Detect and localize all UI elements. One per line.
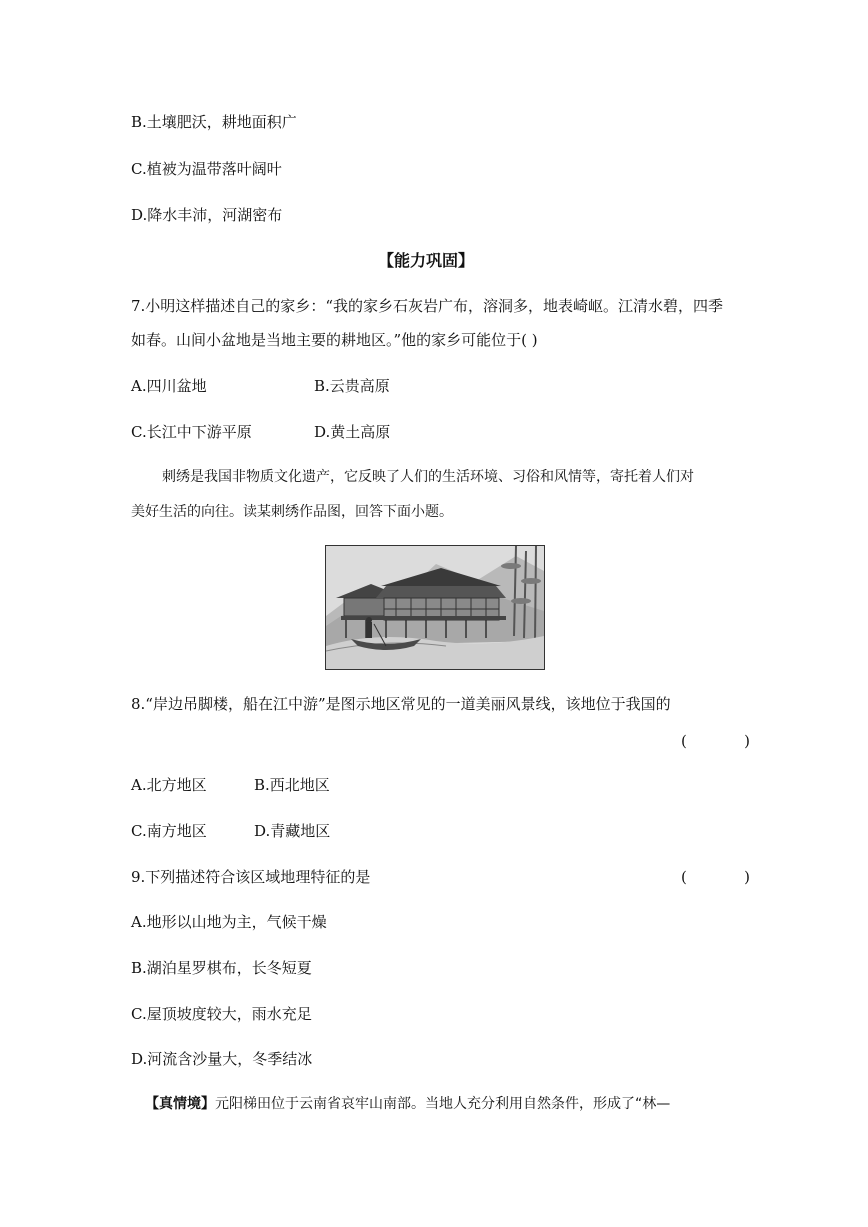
- stilt-house-embroidery-image: [326, 546, 544, 669]
- embroidery-figure: [325, 545, 545, 670]
- q7-option-c: C.长江中下游平原: [131, 423, 252, 441]
- section-title: 【能力巩固】: [378, 251, 475, 270]
- q9-option-b: B.湖泊星罗棋布，长冬短夏: [131, 959, 312, 977]
- q9-option-a: A.地形以山地为主，气候干燥: [131, 913, 327, 931]
- q8-option-c: C.南方地区: [131, 822, 207, 840]
- q7-stem-line1: 7.小明这样描述自己的家乡：“我的家乡石灰岩广布，溶洞多，地表崎岖。江清水碧，四季: [131, 297, 723, 315]
- q7-option-d: D.黄土高原: [314, 423, 391, 441]
- passage-line1: 刺绣是我国非物质文化遗产，它反映了人们的生活环境、习俗和风情等，寄托着人们对: [162, 469, 694, 485]
- q8-option-b: B.西北地区: [254, 776, 330, 794]
- q9-option-c: C.屋顶坡度较大，雨水充足: [131, 1005, 312, 1023]
- q6-option-c: C.植被为温带落叶阔叶: [131, 160, 282, 178]
- q8-answer-paren: ( ): [681, 732, 750, 750]
- q7-option-a: A.四川盆地: [131, 377, 207, 395]
- q7-stem-line2: 如春。山间小盆地是当地主要的耕地区。”他的家乡可能位于( ): [131, 331, 538, 349]
- q6-option-d: D.降水丰沛，河湖密布: [131, 206, 283, 224]
- q9-option-d: D.河流含沙量大，冬季结冰: [131, 1050, 313, 1068]
- q9-answer-paren: ( ): [681, 868, 750, 886]
- q8-stem: 8.“岸边吊脚楼，船在江中游”是图示地区常见的一道美丽风景线，该地位于我国的: [131, 695, 671, 713]
- q8-option-d: D.青藏地区: [254, 822, 331, 840]
- q8-option-a: A.北方地区: [131, 776, 207, 794]
- context-paragraph: [145, 1094, 670, 1114]
- q6-option-b: B.土壤肥沃，耕地面积广: [131, 113, 297, 131]
- context-text: 元阳梯田位于云南省哀牢山南部。当地人充分利用自然条件，形成了“林—: [215, 1096, 671, 1112]
- passage-line2: 美好生活的向往。读某刺绣作品图，回答下面小题。: [131, 504, 453, 520]
- context-label: 【真情境】: [145, 1096, 215, 1112]
- q9-stem: 9.下列描述符合该区域地理特征的是: [131, 868, 371, 886]
- q7-option-b: B.云贵高原: [314, 377, 390, 395]
